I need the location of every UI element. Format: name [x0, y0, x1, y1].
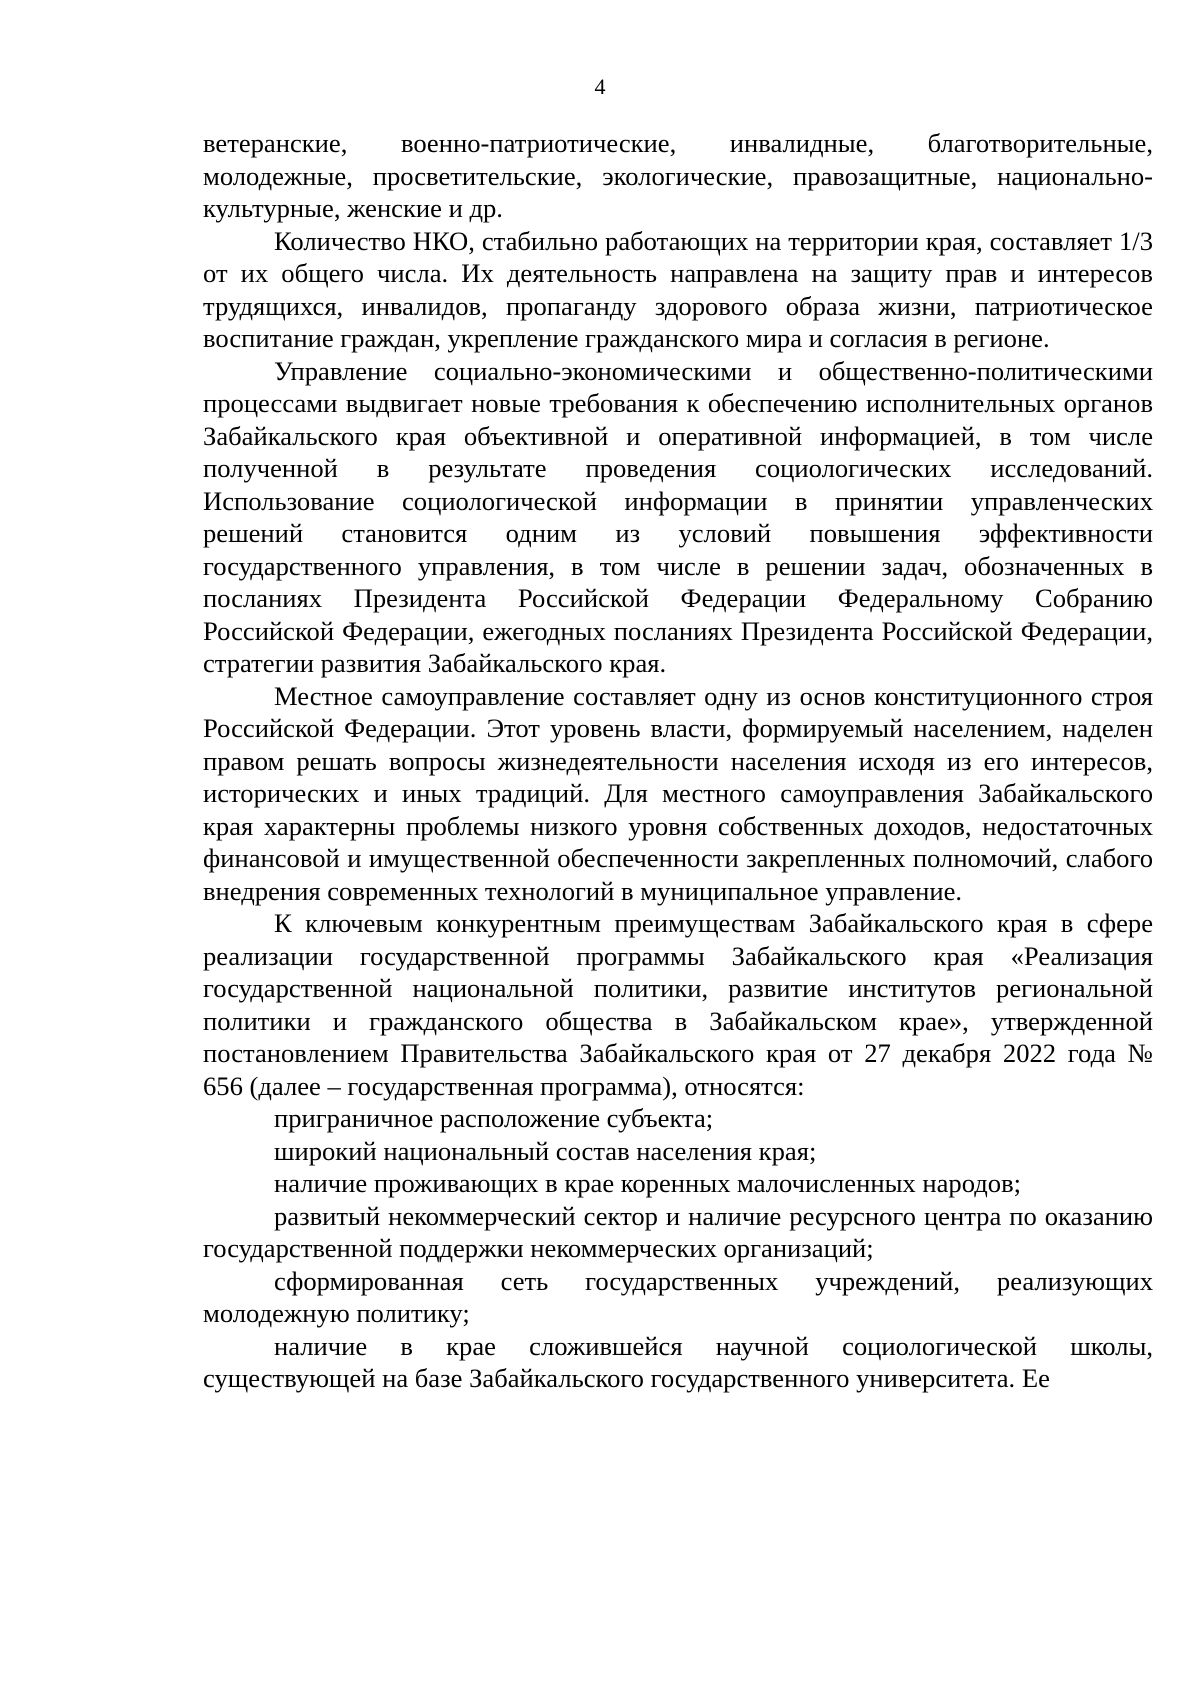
- paragraph-competitive-advantages: К ключевым конкурентным преимуществам Забайкальского края в сфере реализации государственной программы Забайкальского края «Реализация государственной национальной политики, развитие институтов региональной политики и гражданского общества в Забайкальском крае», утвержденной постановлением Правительства Забайкальского края от 27 декабря 2022 года № 656 (далее – государственная программа), относятся:: [203, 908, 1153, 1101]
- paragraph-nko-count: Количество НКО, стабильно работающих на территории края, составляет 1/3 от их общего числа. Их деятельность направлена на защиту прав и интересов трудящихся, инвалидов, пропаганду здорового образа жизни, патриотическое воспитание граждан, укрепление гражданского мира и согласия в регионе.: [203, 225, 1153, 353]
- list-item-sociological-school: наличие в крае сложившейся научной социологической школы, существующей на базе Забайкальского государственного университета. Ее: [203, 1330, 1153, 1393]
- document-body: [203, 127, 1153, 1395]
- list-item-national-composition: широкий национальный состав населения края;: [274, 1135, 817, 1166]
- list-item-youth-institutions: сформированная сеть государственных учреждений, реализующих молодежную политику;: [203, 1265, 1153, 1328]
- list-item-indigenous-peoples: наличие проживающих в крае коренных малочисленных народов;: [274, 1168, 1022, 1198]
- page-number: 4: [594, 74, 606, 99]
- paragraph-local-self-government: Местное самоуправление составляет одну из основ конституционного строя Российской Федерации. Этот уровень власти, формируемый населением, наделен правом решать вопросы жизнедеятельности населения исходя из его интересов, исторических и иных традиций. Для местного самоуправления Забайкальского края характерны проблемы низкого уровня собственных доходов, недостаточных финансовой и имущественной обеспеченности закрепленных полномочий, слабого внедрения современных технологий в муниципальное управление.: [203, 680, 1153, 906]
- list-item-nonprofit-sector: развитый некоммерческий сектор и наличие ресурсного центра по оказанию государственной поддержки некоммерческих организаций;: [203, 1200, 1153, 1263]
- list-item-border-location: приграничное расположение субъекта;: [274, 1103, 714, 1133]
- paragraph-sociological-information: Управление социально-экономическими и общественно-политическими процессами выдвигает новые требования к обеспечению исполнительных органов Забайкальского края объективной и оперативной информацией, в том числе полученной в результате проведения социологических исследований. Использование социологической информации в принятии управленческих решений становится одним из условий повышения эффективности государственного управления, в том числе в решении задач, обозначенных в посланиях Президента Российской Федерации Федеральному Собранию Российской Федерации, ежегодных посланиях Президента Российской Федерации, стратегии развития Забайкальского края.: [203, 355, 1153, 678]
- paragraph-organization-types: ветеранские, военно-патриотические, инвалидные, благотворительные, молодежные, просветительские, экологические, правозащитные, национально-культурные, женские и др.: [203, 128, 1153, 223]
